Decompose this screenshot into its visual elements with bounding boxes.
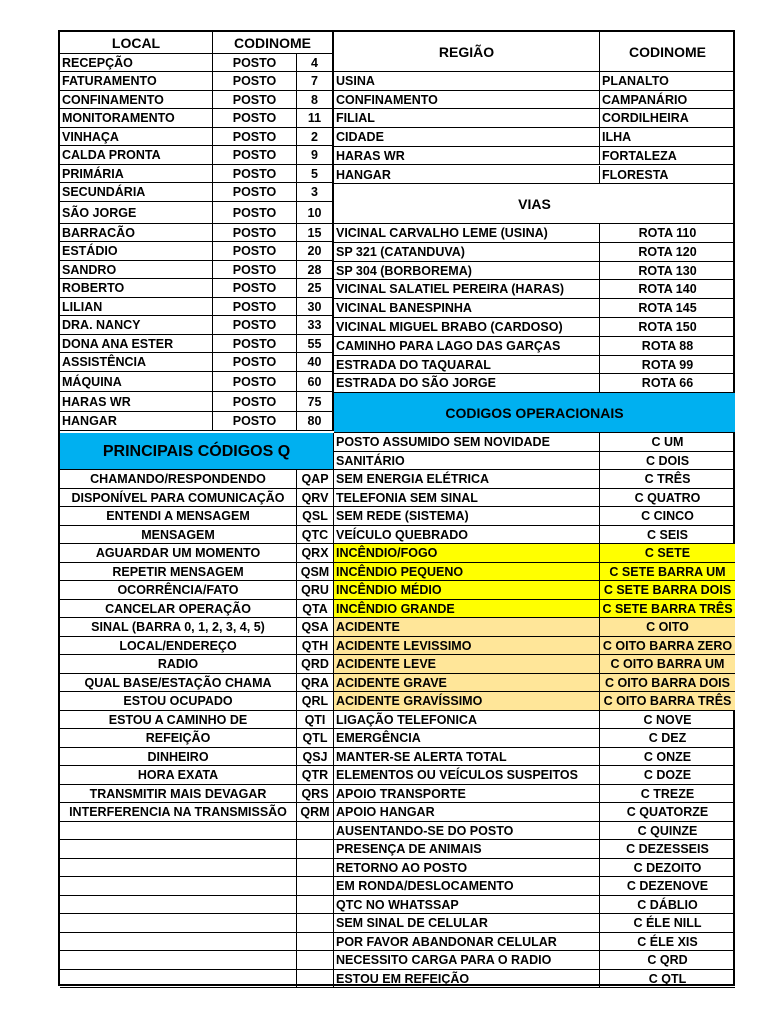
operacional-desc: EMERGÊNCIA [334,729,600,748]
codigo-q-code [297,896,334,915]
operacional-code: C ÉLE NILL [600,914,735,933]
regiao-name: HARAS WR [334,147,600,166]
operacional-desc: INCÊNDIO/FOGO [334,544,600,563]
local-type: POSTO [213,392,297,412]
operacional-desc: ACIDENTE LEVE [334,655,600,674]
local-type: POSTO [213,298,297,316]
codigo-q-code: QTR [297,766,334,785]
codigo-q-desc [60,822,297,841]
codigo-q-code: QSJ [297,748,334,767]
local-name: LILIAN [60,298,213,316]
regiao-code: CORDILHEIRA [600,109,735,128]
regiao-name: HANGAR [334,166,600,185]
local-type: POSTO [213,165,297,183]
codigo-q-code [297,970,334,989]
local-type: POSTO [213,224,297,242]
operacional-desc: SEM REDE (SISTEMA) [334,507,600,526]
codigo-q-code [297,822,334,841]
via-code: ROTA 110 [600,224,735,243]
codigo-q-desc: AGUARDAR UM MOMENTO [60,544,297,563]
operacional-code: C QUATRO [600,489,735,508]
operacional-desc: ACIDENTE GRAVÍSSIMO [334,692,600,711]
local-number: 3 [297,183,334,202]
regiao-code: ILHA [600,128,735,147]
codigo-q-desc: SINAL (BARRA 0, 1, 2, 3, 4, 5) [60,618,297,637]
via-name: VICINAL SALATIEL PEREIRA (HARAS) [334,280,600,299]
regiao-name: CIDADE [334,128,600,147]
operacional-desc: APOIO HANGAR [334,803,600,822]
operacional-desc: SANITÁRIO [334,452,600,471]
local-number: 20 [297,242,334,261]
via-name: ESTRADA DO SÃO JORGE [334,374,600,393]
operacional-code: C DOZE [600,766,735,785]
local-type: POSTO [213,353,297,372]
local-number: 7 [297,72,334,91]
local-name: VINHAÇA [60,128,213,146]
local-name: BARRACÃO [60,224,213,242]
codigo-q-desc: DINHEIRO [60,748,297,767]
operacional-code: C ONZE [600,748,735,767]
local-type: POSTO [213,242,297,261]
codigo-q-desc [60,877,297,896]
codigo-q-desc: HORA EXATA [60,766,297,785]
via-code: ROTA 150 [600,318,735,337]
codigo-q-code [297,859,334,878]
codigo-q-code: QRV [297,489,334,508]
operacional-desc: MANTER-SE ALERTA TOTAL [334,748,600,767]
codigo-q-code: QSL [297,507,334,526]
codigo-q-desc: ENTENDI A MENSAGEM [60,507,297,526]
codigo-q-desc: ESTOU OCUPADO [60,692,297,711]
operacional-desc: PRESENÇA DE ANIMAIS [334,840,600,859]
local-number: 28 [297,261,334,279]
codigo-q-desc: LOCAL/ENDEREÇO [60,637,297,656]
local-number: 2 [297,128,334,146]
local-type: POSTO [213,128,297,146]
operacional-desc: QTC NO WHATSSAP [334,896,600,915]
operacional-code: C OITO BARRA DOIS [600,674,735,693]
codigo-q-desc: TRANSMITIR MAIS DEVAGAR [60,785,297,804]
codigo-q-desc [60,951,297,970]
operacional-code: C OITO BARRA ZERO [600,637,735,656]
regiao-name: CONFINAMENTO [334,91,600,110]
operacional-desc: ACIDENTE [334,618,600,637]
local-name: HARAS WR [60,392,213,412]
operacional-code: C QRD [600,951,735,970]
local-name: DRA. NANCY [60,316,213,335]
via-name: VICINAL BANESPINHA [334,299,600,318]
local-number: 15 [297,224,334,242]
local-type: POSTO [213,279,297,298]
operacional-desc: LIGAÇÃO TELEFONICA [334,711,600,730]
local-number: 30 [297,298,334,316]
codigo-q-code: QRX [297,544,334,563]
local-type: POSTO [213,202,297,224]
local-name: SANDRO [60,261,213,279]
local-number: 11 [297,109,334,128]
operacional-code: C OITO BARRA TRÊS [600,692,735,711]
local-name: DONA ANA ESTER [60,335,213,353]
operacional-desc: SEM SINAL DE CELULAR [334,914,600,933]
operacional-desc: VEÍCULO QUEBRADO [334,526,600,545]
operacional-desc: RETORNO AO POSTO [334,859,600,878]
codigo-q-desc [60,933,297,952]
codigo-q-code: QTL [297,729,334,748]
local-name: CONFINAMENTO [60,91,213,109]
local-name: SECUNDÁRIA [60,183,213,202]
operacional-desc: NECESSITO CARGA PARA O RADIO [334,951,600,970]
via-code: ROTA 145 [600,299,735,318]
local-name: ESTÁDIO [60,242,213,261]
codigo-q-code: QRA [297,674,334,693]
operacional-desc: ESTOU EM REFEIÇÃO [334,970,600,989]
codigo-q-desc: OCORRÊNCIA/FATO [60,581,297,600]
operacional-desc: ACIDENTE LEVISSIMO [334,637,600,656]
operacional-desc: SEM ENERGIA ELÉTRICA [334,470,600,489]
codigo-q-code: QRM [297,803,334,822]
codes-sheet [58,30,735,986]
header-local: LOCAL [60,32,213,54]
local-name: ROBERTO [60,279,213,298]
operacional-code: C DÁBLIO [600,896,735,915]
header-codinome: CODINOME [213,32,334,54]
operacional-code: C SETE BARRA UM [600,563,735,582]
operacional-desc: ELEMENTOS OU VEÍCULOS SUSPEITOS [334,766,600,785]
codigo-q-desc: MENSAGEM [60,526,297,545]
codigo-q-code: QSA [297,618,334,637]
local-type: POSTO [213,183,297,202]
operacional-code: C ÉLE XIS [600,933,735,952]
codigo-q-desc: ESTOU A CAMINHO DE [60,711,297,730]
operacional-desc: POSTO ASSUMIDO SEM NOVIDADE [334,433,600,452]
codigo-q-code: QRU [297,581,334,600]
local-name: CALDA PRONTA [60,146,213,165]
operacional-code: C SETE [600,544,735,563]
operacional-code: C OITO [600,618,735,637]
operacional-code: C QTL [600,970,735,989]
codigo-q-code [297,840,334,859]
local-type: POSTO [213,335,297,353]
via-name: VICINAL CARVALHO LEME (USINA) [334,224,600,243]
codigo-q-code: QAP [297,470,334,489]
local-type: POSTO [213,146,297,165]
codigo-q-desc [60,859,297,878]
regiao-code: FLORESTA [600,166,735,185]
codigo-q-desc: RADIO [60,655,297,674]
operacional-desc: ACIDENTE GRAVE [334,674,600,693]
local-number: 10 [297,202,334,224]
codigo-q-code: QTC [297,526,334,545]
operacional-code: C UM [600,433,735,452]
codigo-q-code [297,914,334,933]
local-name: RECEPÇÃO [60,54,213,72]
via-name: SP 321 (CATANDUVA) [334,243,600,262]
local-name: PRIMÁRIA [60,165,213,183]
codigo-q-code [297,951,334,970]
via-name: ESTRADA DO TAQUARAL [334,356,600,375]
local-number: 55 [297,335,334,353]
local-name: SÃO JORGE [60,202,213,224]
codigo-q-code: QRD [297,655,334,674]
regiao-code: FORTALEZA [600,147,735,166]
codigo-q-desc: REFEIÇÃO [60,729,297,748]
via-code: ROTA 130 [600,262,735,281]
header-regiao-codinome: CODINOME [600,32,735,72]
operacional-code: C DEZOITO [600,859,735,878]
operacional-code: C QUINZE [600,822,735,841]
local-name: ASSISTÊNCIA [60,353,213,372]
operacional-desc: INCÊNDIO MÉDIO [334,581,600,600]
local-number: 25 [297,279,334,298]
codigo-q-code [297,933,334,952]
operacional-desc: TELEFONIA SEM SINAL [334,489,600,508]
local-type: POSTO [213,109,297,128]
header-principais-codigos-q: PRINCIPAIS CÓDIGOS Q [60,433,334,470]
operacional-desc: INCÊNDIO PEQUENO [334,563,600,582]
local-type: POSTO [213,261,297,279]
operacional-code: C DEZESSEIS [600,840,735,859]
local-name: MONITORAMENTO [60,109,213,128]
operacional-code: C QUATORZE [600,803,735,822]
codigo-q-code: QRS [297,785,334,804]
local-number: 4 [297,54,334,72]
regiao-code: PLANALTO [600,72,735,91]
codigo-q-desc [60,970,297,989]
codigo-q-code [297,877,334,896]
local-name: FATURAMENTO [60,72,213,91]
operacional-code: C DEZENOVE [600,877,735,896]
codigo-q-code: QTA [297,600,334,619]
via-code: ROTA 66 [600,374,735,393]
local-name: HANGAR [60,412,213,431]
codigo-q-desc [60,896,297,915]
local-type: POSTO [213,372,297,392]
local-number: 75 [297,392,334,412]
local-number: 9 [297,146,334,165]
local-type: POSTO [213,54,297,72]
local-type: POSTO [213,412,297,431]
regiao-name: FILIAL [334,109,600,128]
codigo-q-desc [60,840,297,859]
via-name: SP 304 (BORBOREMA) [334,262,600,281]
via-name: CAMINHO PARA LAGO DAS GARÇAS [334,337,600,356]
regiao-name: USINA [334,72,600,91]
codigo-q-desc: CANCELAR OPERAÇÃO [60,600,297,619]
via-code: ROTA 88 [600,337,735,356]
local-number: 80 [297,412,334,431]
operacional-desc: APOIO TRANSPORTE [334,785,600,804]
codigo-q-code: QSM [297,563,334,582]
codigo-q-desc: QUAL BASE/ESTAÇÃO CHAMA [60,674,297,693]
header-codigos-operacionais: CODIGOS OPERACIONAIS [334,393,735,433]
via-name: VICINAL MIGUEL BRABO (CARDOSO) [334,318,600,337]
header-regiao: REGIÃO [334,32,600,72]
operacional-code: C SETE BARRA DOIS [600,581,735,600]
codigo-q-desc: INTERFERENCIA NA TRANSMISSÃO [60,803,297,822]
local-type: POSTO [213,316,297,335]
codigo-q-desc: CHAMANDO/RESPONDENDO [60,470,297,489]
operacional-code: C NOVE [600,711,735,730]
operacional-code: C OITO BARRA UM [600,655,735,674]
operacional-desc: AUSENTANDO-SE DO POSTO [334,822,600,841]
regiao-code: CAMPANÁRIO [600,91,735,110]
operacional-desc: POR FAVOR ABANDONAR CELULAR [334,933,600,952]
operacional-desc: EM RONDA/DESLOCAMENTO [334,877,600,896]
local-number: 8 [297,91,334,109]
codigo-q-desc: REPETIR MENSAGEM [60,563,297,582]
via-code: ROTA 99 [600,356,735,375]
local-number: 40 [297,353,334,372]
codigo-q-desc: DISPONÍVEL PARA COMUNICAÇÃO [60,489,297,508]
local-type: POSTO [213,91,297,109]
local-type: POSTO [213,72,297,91]
operacional-code: C CINCO [600,507,735,526]
local-number: 5 [297,165,334,183]
local-number: 60 [297,372,334,392]
local-name: MÁQUINA [60,372,213,392]
codigo-q-code: QTI [297,711,334,730]
operacional-code: C DOIS [600,452,735,471]
operacional-code: C TRÊS [600,470,735,489]
operacional-code: C SEIS [600,526,735,545]
operacional-code: C DEZ [600,729,735,748]
via-code: ROTA 120 [600,243,735,262]
via-code: ROTA 140 [600,280,735,299]
operacional-desc: INCÊNDIO GRANDE [334,600,600,619]
operacional-code: C TREZE [600,785,735,804]
codigo-q-desc [60,914,297,933]
codigo-q-code: QTH [297,637,334,656]
header-vias: VIAS [334,184,735,224]
operacional-code: C SETE BARRA TRÊS [600,600,735,619]
codigo-q-code: QRL [297,692,334,711]
local-number: 33 [297,316,334,335]
